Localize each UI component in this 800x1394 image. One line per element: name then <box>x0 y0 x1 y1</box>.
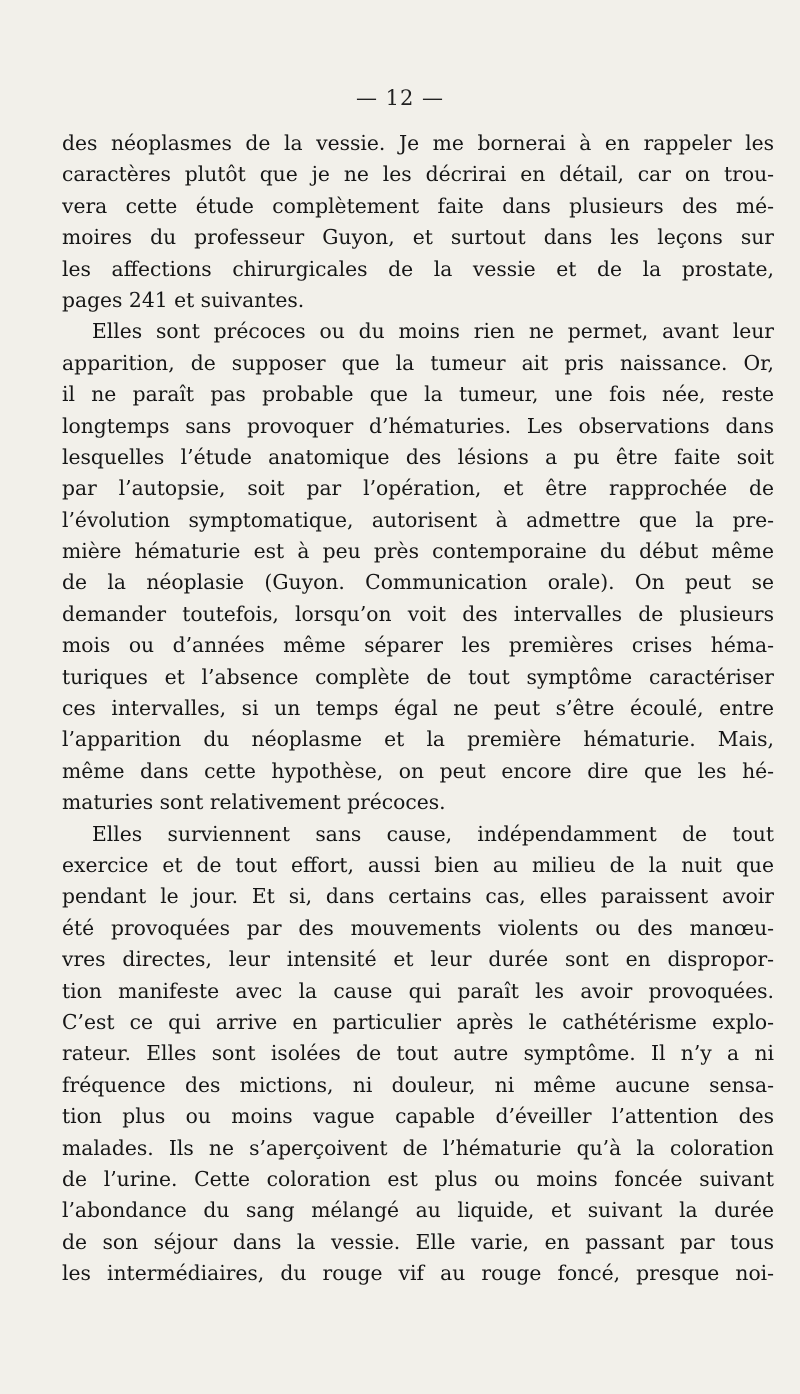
text-line: rateur. Elles sont isolées de tout autre symptôme. Il n’y a ni <box>62 1041 774 1066</box>
text-line: longtemps sans provoquer d’hématuries. Les observations dans <box>62 413 774 438</box>
text-line: caractères plutôt que je ne les décrirai en détail, car on trou- <box>62 162 774 187</box>
text-line: fréquence des mictions, ni douleur, ni même aucune sensa- <box>62 1072 774 1097</box>
text-line: même dans cette hypothèse, on peut encore dire que les hé- <box>62 758 774 783</box>
text-line: exercice et de tout effort, aussi bien au milieu de la nuit que <box>62 852 774 877</box>
text-line: il ne paraît pas probable que la tumeur, une fois née, reste <box>62 382 774 407</box>
text-line: moires du professeur Guyon, et surtout dans les leçons sur <box>62 225 774 250</box>
text-line: malades. Ils ne s’aperçoivent de l’hématurie qu’à la coloration <box>62 1135 774 1160</box>
text-line: de son séjour dans la vessie. Elle varie, en passant par tous <box>62 1229 774 1254</box>
text-line: Elles surviennent sans cause, indépendamment de tout <box>92 821 774 846</box>
text-line: les intermédiaires, du rouge vif au rouge foncé, presque noi- <box>62 1261 774 1286</box>
text-line: apparition, de supposer que la tumeur ait pris naissance. Or, <box>62 350 774 375</box>
text-line: C’est ce qui arrive en particulier après le cathétérisme explo- <box>62 1009 774 1034</box>
text-line: tion plus ou moins vague capable d’éveiller l’attention des <box>62 1104 774 1129</box>
text-line: de l’urine. Cette coloration est plus ou moins foncée suivant <box>62 1166 774 1191</box>
text-line: mois ou d’années même séparer les premières crises héma- <box>62 633 774 658</box>
text-line: l’apparition du néoplasme et la première hématurie. Mais, <box>62 727 774 752</box>
body-text <box>62 128 774 1289</box>
text-line: été provoquées par des mouvements violents ou des manœu- <box>62 915 774 940</box>
text-line: les affections chirurgicales de la vessie et de la prostate, <box>62 256 774 281</box>
text-line: l’évolution symptomatique, autorisent à admettre que la pre- <box>62 507 774 532</box>
text-line: demander toutefois, lorsqu’on voit des intervalles de plusieurs <box>62 601 774 626</box>
text-line: pages 241 et suivantes. <box>62 287 305 312</box>
text-line: tion manifeste avec la cause qui paraît les avoir provoquées. <box>62 978 774 1003</box>
text-line: vera cette étude complètement faite dans plusieurs des mé- <box>62 193 774 218</box>
text-line: par l’autopsie, soit par l’opération, et être rapprochée de <box>62 476 774 501</box>
text-line: pendant le jour. Et si, dans certains cas, elles paraissent avoir <box>62 884 774 909</box>
text-line: lesquelles l’étude anatomique des lésions a pu être faite soit <box>62 444 774 469</box>
text-line: turiques et l’absence complète de tout symptôme caractériser <box>62 664 774 689</box>
text-line: des néoplasmes de la vessie. Je me bornerai à en rappeler les <box>62 131 774 155</box>
text-line: de la néoplasie (Guyon. Communication orale). On peut se <box>62 570 774 595</box>
text-line: ces intervalles, si un temps égal ne peut s’être écoulé, entre <box>62 696 774 721</box>
text-line: vres directes, leur intensité et leur durée sont en dispropor- <box>62 947 774 972</box>
text-line: mière hématurie est à peu près contemporaine du début même <box>62 539 774 564</box>
text-line: Elles sont précoces ou du moins rien ne permet, avant leur <box>92 319 774 344</box>
text-line: l’abondance du sang mélangé au liquide, et suivant la durée <box>62 1198 774 1223</box>
text-line: maturies sont relativement précoces. <box>62 790 446 815</box>
page-number: — 12 — <box>355 86 445 110</box>
